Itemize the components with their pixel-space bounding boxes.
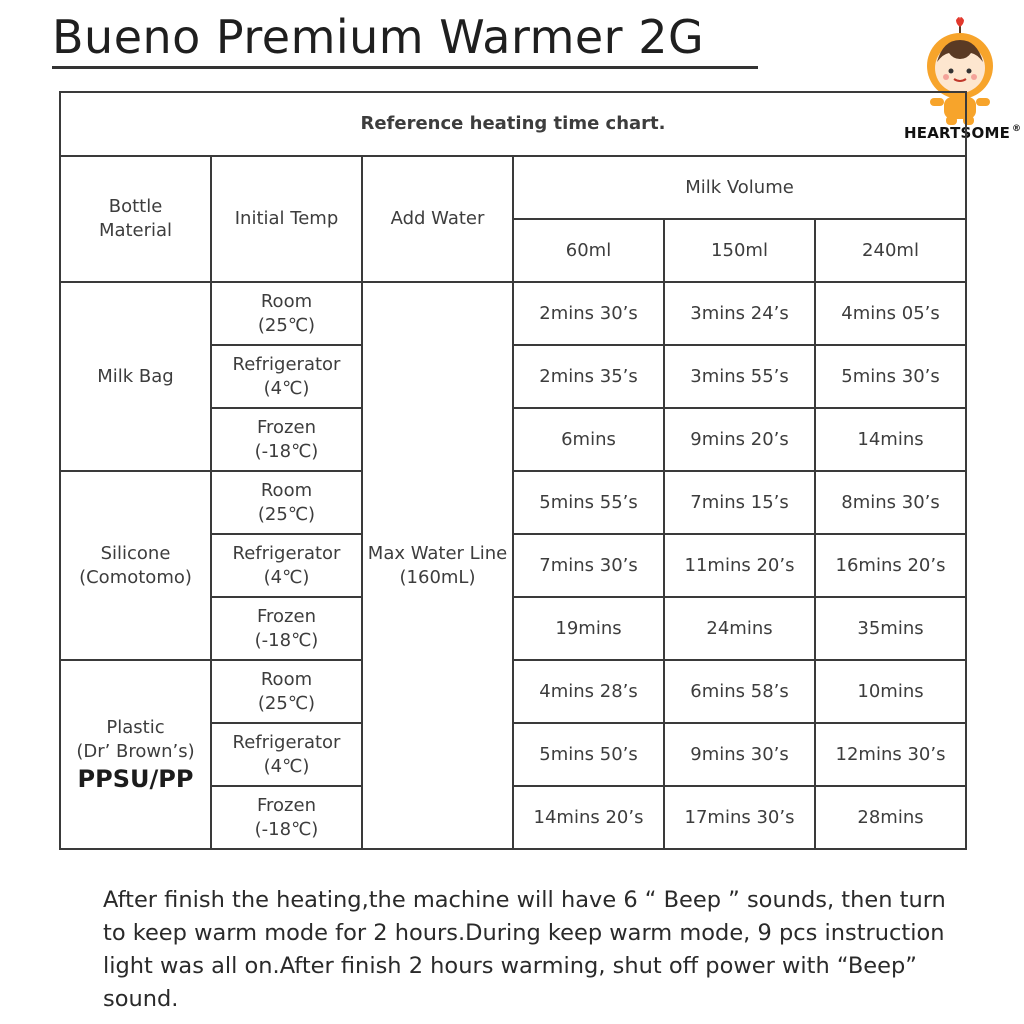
table-row	[60, 471, 966, 534]
time-cell: 11mins 20’s	[664, 534, 815, 597]
time-cell: 24mins	[664, 597, 815, 660]
header-bottle-material: Bottle Material	[60, 156, 211, 282]
usage-note: After finish the heating,the machine will have 6 “ Beep ” sounds, then turn to keep warm mode for 2 hours.During keep warm mode, 9 pcs instruction light was all on.After finish 2 hours warming, shut off power with “Beep” sound.	[103, 887, 946, 1012]
time-cell: 6mins 58’s	[664, 660, 815, 723]
time-cell: 6mins	[513, 408, 664, 471]
time-cell: 2mins 30’s	[513, 282, 664, 345]
time-cell: 16mins 20’s	[815, 534, 966, 597]
header-milk-volume: Milk Volume	[513, 156, 966, 219]
time-cell: 5mins 30’s	[815, 345, 966, 408]
time-cell: 28mins	[815, 786, 966, 849]
temp-cell: Frozen (-18℃)	[211, 597, 362, 660]
add-water-cell: Max Water Line (160mL)	[362, 282, 513, 849]
material-cell: Milk Bag	[60, 282, 211, 471]
table-row	[60, 282, 966, 345]
heating-time-table	[59, 91, 967, 850]
temp-cell: Refrigerator (4℃)	[211, 345, 362, 408]
time-cell: 9mins 30’s	[664, 723, 815, 786]
material-cell: Silicone (Comotomo)	[60, 471, 211, 660]
time-cell: 35mins	[815, 597, 966, 660]
time-cell: 4mins 05’s	[815, 282, 966, 345]
temp-cell: Room (25℃)	[211, 471, 362, 534]
header-volume-60ml: 60ml	[513, 219, 664, 282]
header-initial-temp: Initial Temp	[211, 156, 362, 282]
temp-cell: Frozen (-18℃)	[211, 408, 362, 471]
time-cell: 3mins 55’s	[664, 345, 815, 408]
time-cell: 7mins 30’s	[513, 534, 664, 597]
table-row	[60, 660, 966, 723]
header-volume-240ml: 240ml	[815, 219, 966, 282]
ppsu-label: PPSU/PP	[77, 764, 194, 793]
temp-cell: Room (25℃)	[211, 660, 362, 723]
time-cell: 14mins 20’s	[513, 786, 664, 849]
time-cell: 4mins 28’s	[513, 660, 664, 723]
title-underline	[52, 66, 758, 69]
time-cell: 8mins 30’s	[815, 471, 966, 534]
time-cell: 2mins 35’s	[513, 345, 664, 408]
time-cell: 14mins	[815, 408, 966, 471]
time-cell: 19mins	[513, 597, 664, 660]
time-cell: 7mins 15’s	[664, 471, 815, 534]
header-volume-150ml: 150ml	[664, 219, 815, 282]
brand-logo-text: HEARTSOME ®	[904, 124, 1022, 142]
header-add-water: Add Water	[362, 156, 513, 282]
time-cell: 5mins 50’s	[513, 723, 664, 786]
time-cell: 10mins	[815, 660, 966, 723]
temp-cell: Frozen (-18℃)	[211, 786, 362, 849]
table-caption: Reference heating time chart.	[60, 92, 966, 156]
time-cell: 9mins 20’s	[664, 408, 815, 471]
time-cell: 3mins 24’s	[664, 282, 815, 345]
time-cell: 17mins 30’s	[664, 786, 815, 849]
temp-cell: Refrigerator (4℃)	[211, 534, 362, 597]
material-cell: Plastic (Dr’ Brown’s) PPSU/PP	[60, 660, 211, 849]
time-cell: 12mins 30’s	[815, 723, 966, 786]
temp-cell: Room (25℃)	[211, 282, 362, 345]
temp-cell: Refrigerator (4℃)	[211, 723, 362, 786]
page-title: Bueno Premium Warmer 2G	[52, 10, 705, 64]
time-cell: 5mins 55’s	[513, 471, 664, 534]
